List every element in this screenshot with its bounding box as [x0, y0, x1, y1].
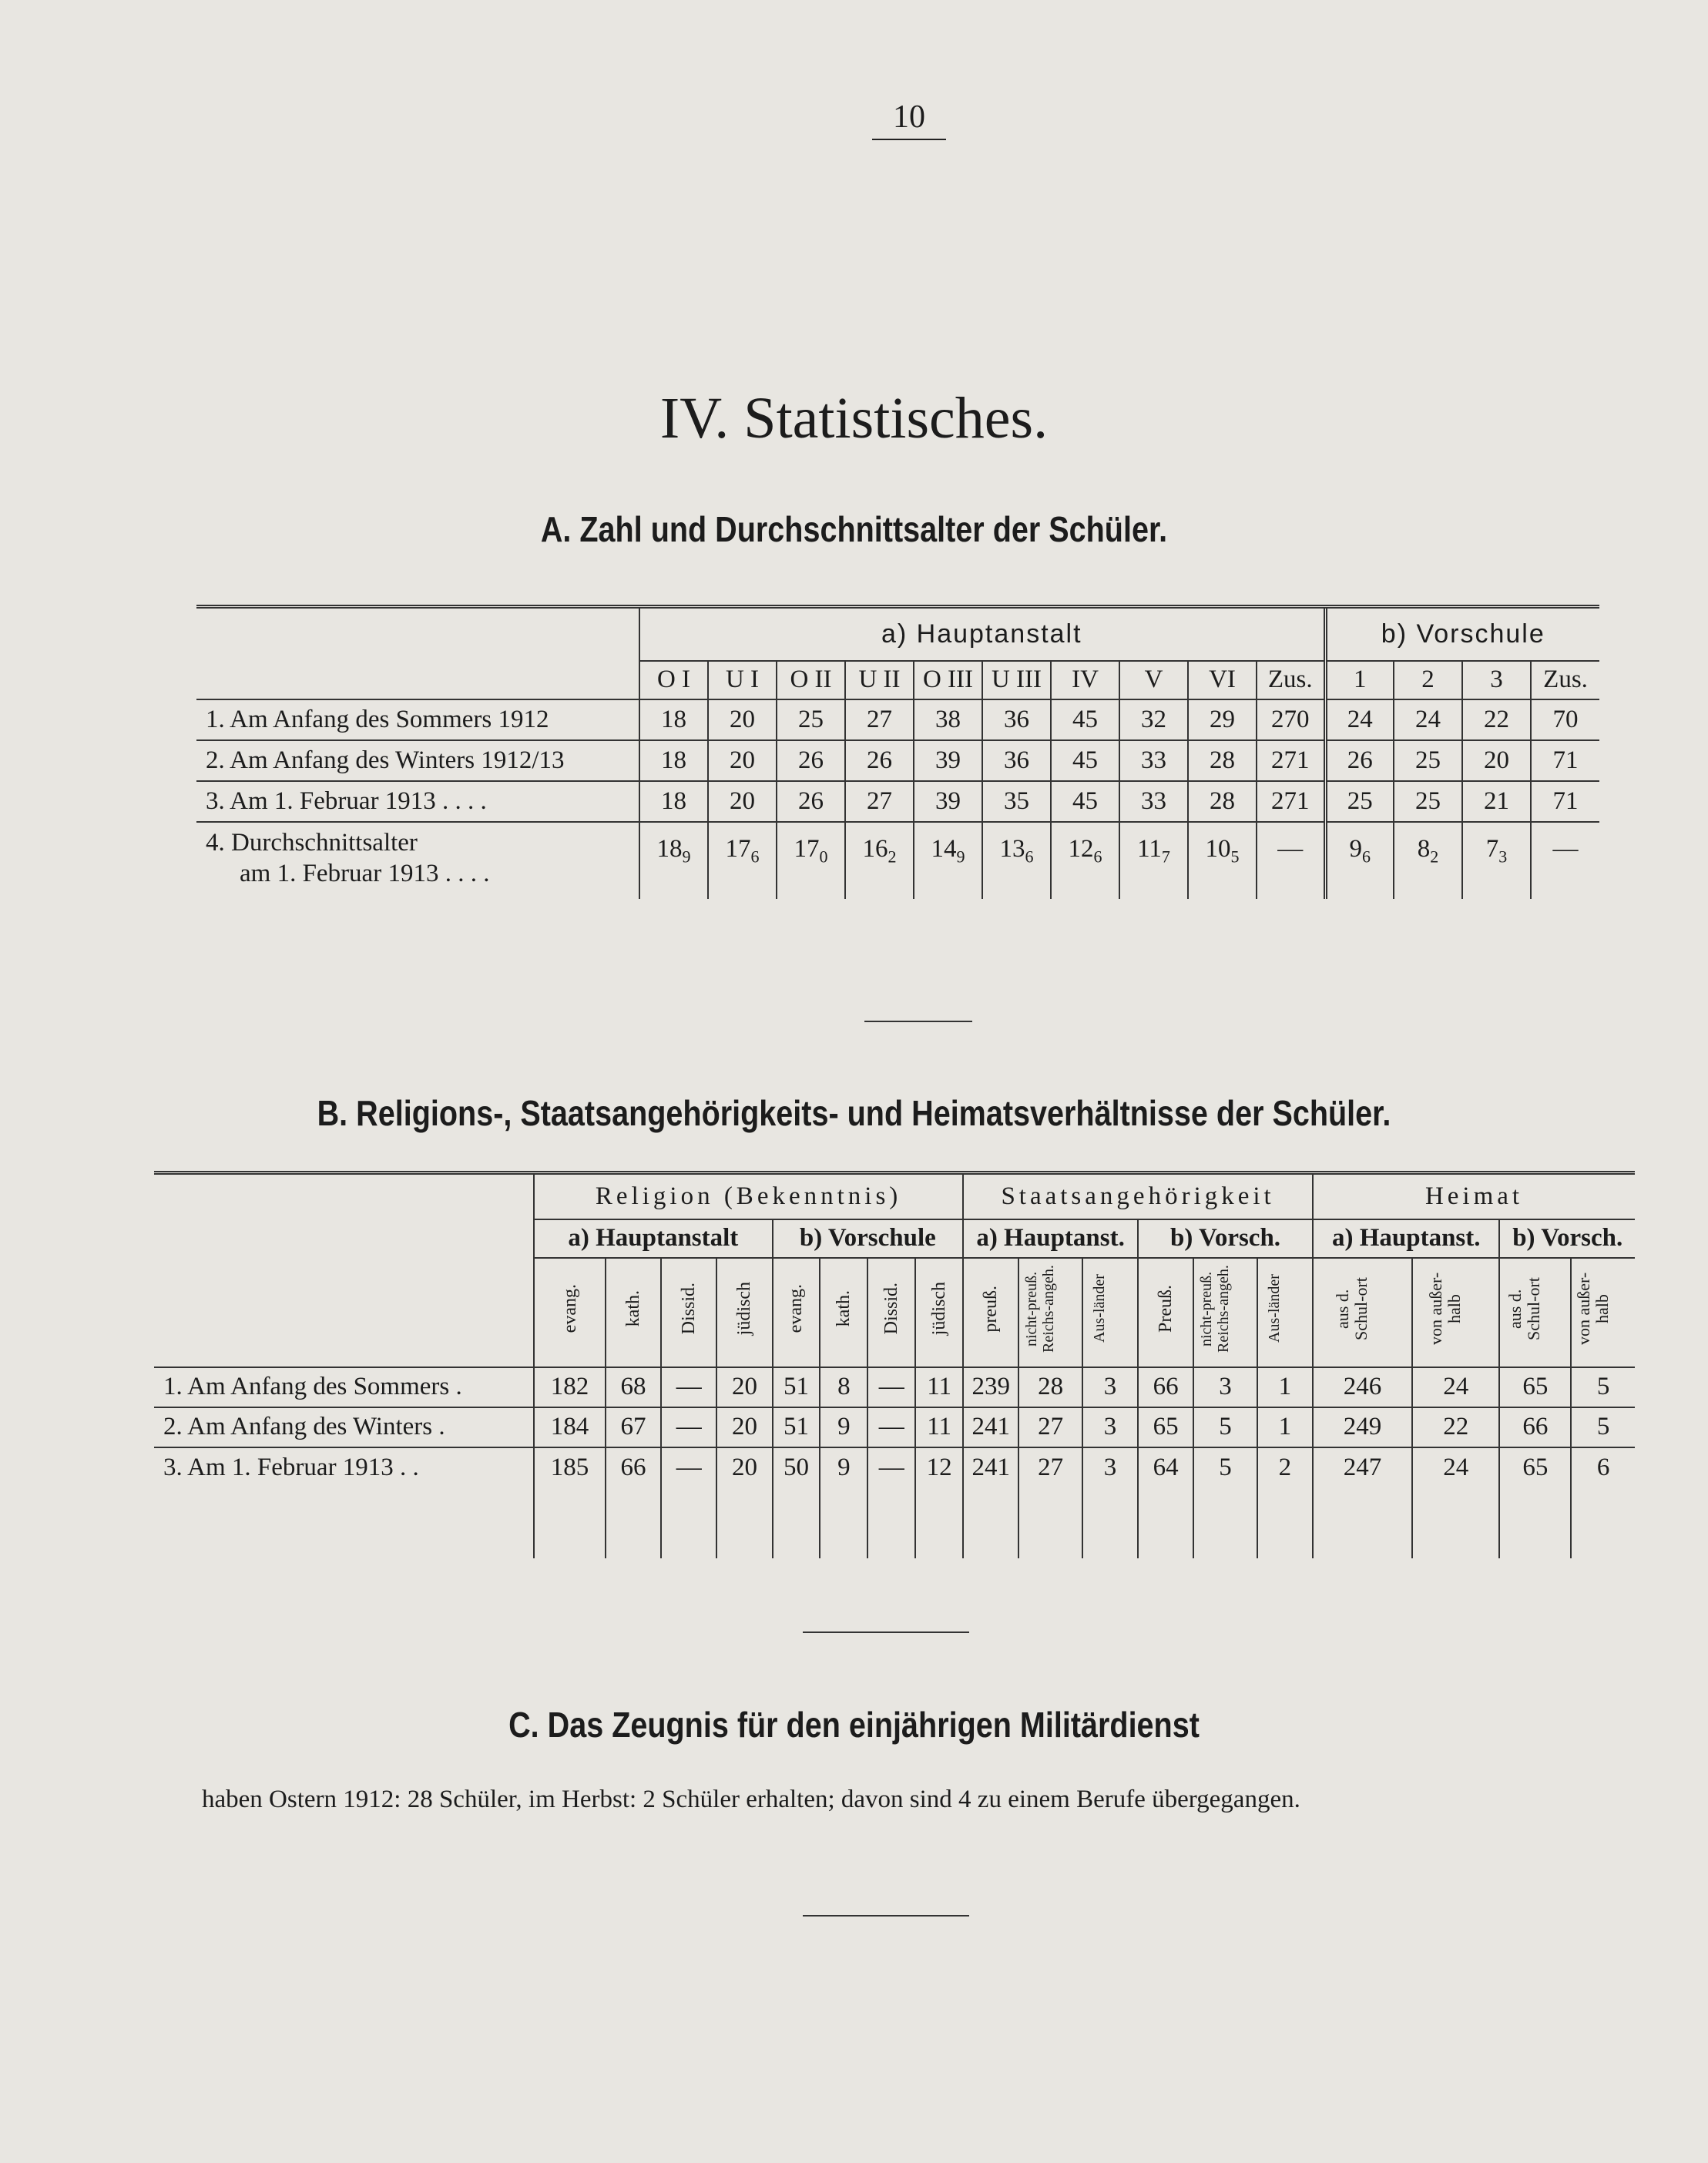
cell: 12 [915, 1447, 963, 1487]
table-a-corner [196, 607, 639, 661]
cell: 5 [1193, 1447, 1257, 1487]
cell: 20 [708, 740, 777, 781]
cell: 50 [773, 1447, 820, 1487]
row-label: 1. Am Anfang des Sommers 1912 [196, 699, 639, 740]
cell: 271 [1257, 740, 1325, 781]
divider [803, 1915, 969, 1917]
cell: $8_2$ [1394, 822, 1462, 899]
cell: 20 [716, 1367, 772, 1407]
cell: 70 [1531, 699, 1599, 740]
cell: 3 [1193, 1367, 1257, 1407]
cell: 1 [1257, 1407, 1313, 1447]
table-a-col-header: Zus. [1257, 661, 1325, 699]
row-label: 2. Am Anfang des Winters . [154, 1407, 534, 1447]
cell: 271 [1257, 781, 1325, 822]
cell: 38 [914, 699, 982, 740]
cell: 241 [963, 1407, 1018, 1447]
cell: 20 [716, 1447, 772, 1487]
cell: $18_9$ [639, 822, 708, 899]
cell: 182 [534, 1367, 606, 1407]
cell: 45 [1051, 740, 1119, 781]
col-header: aus d. Schul-ort [1313, 1258, 1412, 1367]
cell: — [661, 1447, 716, 1487]
table-b-corner [154, 1173, 534, 1219]
table-row [196, 699, 1599, 740]
cell: 3 [1082, 1367, 1138, 1407]
cell: 36 [982, 740, 1051, 781]
cell: 3 [1082, 1447, 1138, 1487]
table-row [154, 1407, 1635, 1447]
cell: $17_0$ [777, 822, 845, 899]
main-title: IV. Statistisches. [659, 386, 1049, 451]
cell: 24 [1412, 1367, 1499, 1407]
cell: 28 [1188, 781, 1257, 822]
cell: 25 [1394, 781, 1462, 822]
cell: 18 [639, 699, 708, 740]
col-header: aus d. Schul-ort [1499, 1258, 1571, 1367]
table-a-col-header: O II [777, 661, 845, 699]
table-a-group-pre: b) Vorschule [1325, 607, 1599, 661]
page-number-rule [872, 139, 946, 140]
divider [803, 1631, 969, 1633]
sub-header: a) Hauptanst. [1313, 1219, 1499, 1258]
table-b-label-header [154, 1258, 534, 1367]
cell: — [1257, 822, 1325, 899]
cell: 26 [845, 740, 914, 781]
table-a-label-header [196, 661, 639, 699]
table-a-col-header: VI [1188, 661, 1257, 699]
cell: 65 [1499, 1367, 1571, 1407]
cell: — [867, 1407, 915, 1447]
cell: 27 [845, 699, 914, 740]
section-c-title: C. Das Zeugnis für den einjährigen Militärdienst [508, 1705, 1200, 1745]
table-a-col-header: 2 [1394, 661, 1462, 699]
cell: 247 [1313, 1447, 1412, 1487]
table-a-col-header: U I [708, 661, 777, 699]
cell: 185 [534, 1447, 606, 1487]
cell: 25 [1325, 781, 1394, 822]
col-header: kath. [820, 1258, 867, 1367]
cell: 3 [1082, 1407, 1138, 1447]
cell: — [1531, 822, 1599, 899]
cell: 18 [639, 781, 708, 822]
cell: 28 [1018, 1367, 1082, 1407]
section-c-text: haben Ostern 1912: 28 Schüler, im Herbst: 2 Schüler erhalten; davon sind 4 zu einem Berufe übergegangen. [202, 1786, 1300, 1813]
col-header: von außer-halb [1412, 1258, 1499, 1367]
cell: 21 [1462, 781, 1531, 822]
cell: 246 [1313, 1367, 1412, 1407]
group-staat: Staatsangehörigkeit [963, 1173, 1313, 1219]
col-header: Dissid. [661, 1258, 716, 1367]
cell: 32 [1119, 699, 1188, 740]
cell: 5 [1193, 1407, 1257, 1447]
cell: 39 [914, 740, 982, 781]
col-header: von außer-halb [1571, 1258, 1635, 1367]
cell: 51 [773, 1407, 820, 1447]
cell: 2 [1257, 1447, 1313, 1487]
row-label: 3. Am 1. Februar 1913 . . . . [196, 781, 639, 822]
cell: 20 [708, 699, 777, 740]
table-b-spacer [154, 1219, 534, 1258]
col-header: evang. [773, 1258, 820, 1367]
cell: 184 [534, 1407, 606, 1447]
cell: 5 [1571, 1367, 1635, 1407]
cell: 18 [639, 740, 708, 781]
cell: 22 [1412, 1407, 1499, 1447]
cell: 36 [982, 699, 1051, 740]
row-label: 1. Am Anfang des Sommers . [154, 1367, 534, 1407]
sub-header: b) Vorsch. [1138, 1219, 1313, 1258]
col-header: nicht-preuß. Reichs-angeh. [1018, 1258, 1082, 1367]
cell: 33 [1119, 740, 1188, 781]
cell: 11 [915, 1407, 963, 1447]
cell: $9_6$ [1325, 822, 1394, 899]
table-b [154, 1171, 1635, 1558]
cell: 27 [845, 781, 914, 822]
cell: $14_9$ [914, 822, 982, 899]
table-a-col-header: V [1119, 661, 1188, 699]
cell: 39 [914, 781, 982, 822]
page-number: 10 [893, 99, 925, 135]
cell: 71 [1531, 740, 1599, 781]
table-row [154, 1447, 1635, 1487]
cell: 45 [1051, 699, 1119, 740]
col-header: Preuß. [1138, 1258, 1193, 1367]
cell: 11 [915, 1367, 963, 1407]
section-a-title: A. Zahl und Durchschnittsalter der Schüler. [540, 509, 1168, 549]
cell: 24 [1394, 699, 1462, 740]
table-row [196, 740, 1599, 781]
cell: $13_6$ [982, 822, 1051, 899]
cell: 66 [1499, 1407, 1571, 1447]
cell: 24 [1412, 1447, 1499, 1487]
table-a-group-main: a) Hauptanstalt [639, 607, 1325, 661]
table-row [196, 781, 1599, 822]
group-heimat: Heimat [1313, 1173, 1635, 1219]
cell: 29 [1188, 699, 1257, 740]
age-label-line1: 4. Durchschnittsalter [206, 828, 418, 857]
cell: 45 [1051, 781, 1119, 822]
cell: 20 [708, 781, 777, 822]
cell: 68 [606, 1367, 661, 1407]
cell: 24 [1325, 699, 1394, 740]
cell: $17_6$ [708, 822, 777, 899]
table-a-col-header: U III [982, 661, 1051, 699]
cell: 9 [820, 1407, 867, 1447]
cell: 33 [1119, 781, 1188, 822]
cell: 28 [1188, 740, 1257, 781]
cell: 65 [1499, 1447, 1571, 1487]
cell: 35 [982, 781, 1051, 822]
cell: 66 [606, 1447, 661, 1487]
col-header: kath. [606, 1258, 661, 1367]
cell: 25 [1394, 740, 1462, 781]
cell: $16_2$ [845, 822, 914, 899]
row-label: 3. Am 1. Februar 1913 . . [163, 1453, 419, 1481]
cell: 26 [777, 781, 845, 822]
table-row [154, 1367, 1635, 1407]
cell: $12_6$ [1051, 822, 1119, 899]
table-a-col-header: IV [1051, 661, 1119, 699]
col-header: jüdisch [716, 1258, 772, 1367]
cell: $11_7$ [1119, 822, 1188, 899]
table-a-col-header: O III [914, 661, 982, 699]
cell: 9 [820, 1447, 867, 1487]
cell: 20 [1462, 740, 1531, 781]
cell: 51 [773, 1367, 820, 1407]
table-row [196, 822, 1599, 899]
cell: 27 [1018, 1447, 1082, 1487]
cell: 5 [1571, 1407, 1635, 1447]
table-a-col-header: U II [845, 661, 914, 699]
cell: 6 [1571, 1447, 1635, 1487]
cell: 241 [963, 1447, 1018, 1487]
cell: 8 [820, 1367, 867, 1407]
cell: — [661, 1407, 716, 1447]
cell: 66 [1138, 1367, 1193, 1407]
table-a-col-header: 3 [1462, 661, 1531, 699]
cell: 25 [777, 699, 845, 740]
cell: 26 [777, 740, 845, 781]
table-a [196, 605, 1599, 899]
group-religion: Religion (Bekenntnis) [534, 1173, 963, 1219]
sub-header: a) Hauptanstalt [534, 1219, 772, 1258]
cell: — [661, 1367, 716, 1407]
col-header: preuß. [963, 1258, 1018, 1367]
sub-header: b) Vorsch. [1499, 1219, 1635, 1258]
cell: 64 [1138, 1447, 1193, 1487]
cell: $7_3$ [1462, 822, 1531, 899]
cell: 71 [1531, 781, 1599, 822]
cell: 65 [1138, 1407, 1193, 1447]
cell: 239 [963, 1367, 1018, 1407]
table-a-col-header: Zus. [1531, 661, 1599, 699]
cell: 249 [1313, 1407, 1412, 1447]
divider [864, 1021, 972, 1022]
table-a-col-header: O I [639, 661, 708, 699]
col-header: Aus-länder [1082, 1258, 1138, 1367]
col-header: Dissid. [867, 1258, 915, 1367]
col-header: Aus-länder [1257, 1258, 1313, 1367]
cell: 67 [606, 1407, 661, 1447]
row-label [196, 822, 639, 899]
cell: 27 [1018, 1407, 1082, 1447]
col-header: nicht-preuß. Reichs-angeh. [1193, 1258, 1257, 1367]
age-label-line2: am 1. Februar 1913 . . . . [240, 859, 490, 887]
section-b-title: B. Religions-, Staatsangehörigkeits- und Heimatsverhältnisse der Schüler. [317, 1093, 1391, 1133]
col-header: jüdisch [915, 1258, 963, 1367]
table-b-tail [154, 1487, 534, 1558]
cell: — [867, 1447, 915, 1487]
cell: 22 [1462, 699, 1531, 740]
col-header: evang. [534, 1258, 606, 1367]
row-label: 2. Am Anfang des Winters 1912/13 [196, 740, 639, 781]
table-a-col-header: 1 [1325, 661, 1394, 699]
cell: — [867, 1367, 915, 1407]
cell: $10_5$ [1188, 822, 1257, 899]
cell: 1 [1257, 1367, 1313, 1407]
cell: 20 [716, 1407, 772, 1447]
cell: 26 [1325, 740, 1394, 781]
sub-header: b) Vorschule [773, 1219, 964, 1258]
cell: 270 [1257, 699, 1325, 740]
sub-header: a) Hauptanst. [963, 1219, 1138, 1258]
